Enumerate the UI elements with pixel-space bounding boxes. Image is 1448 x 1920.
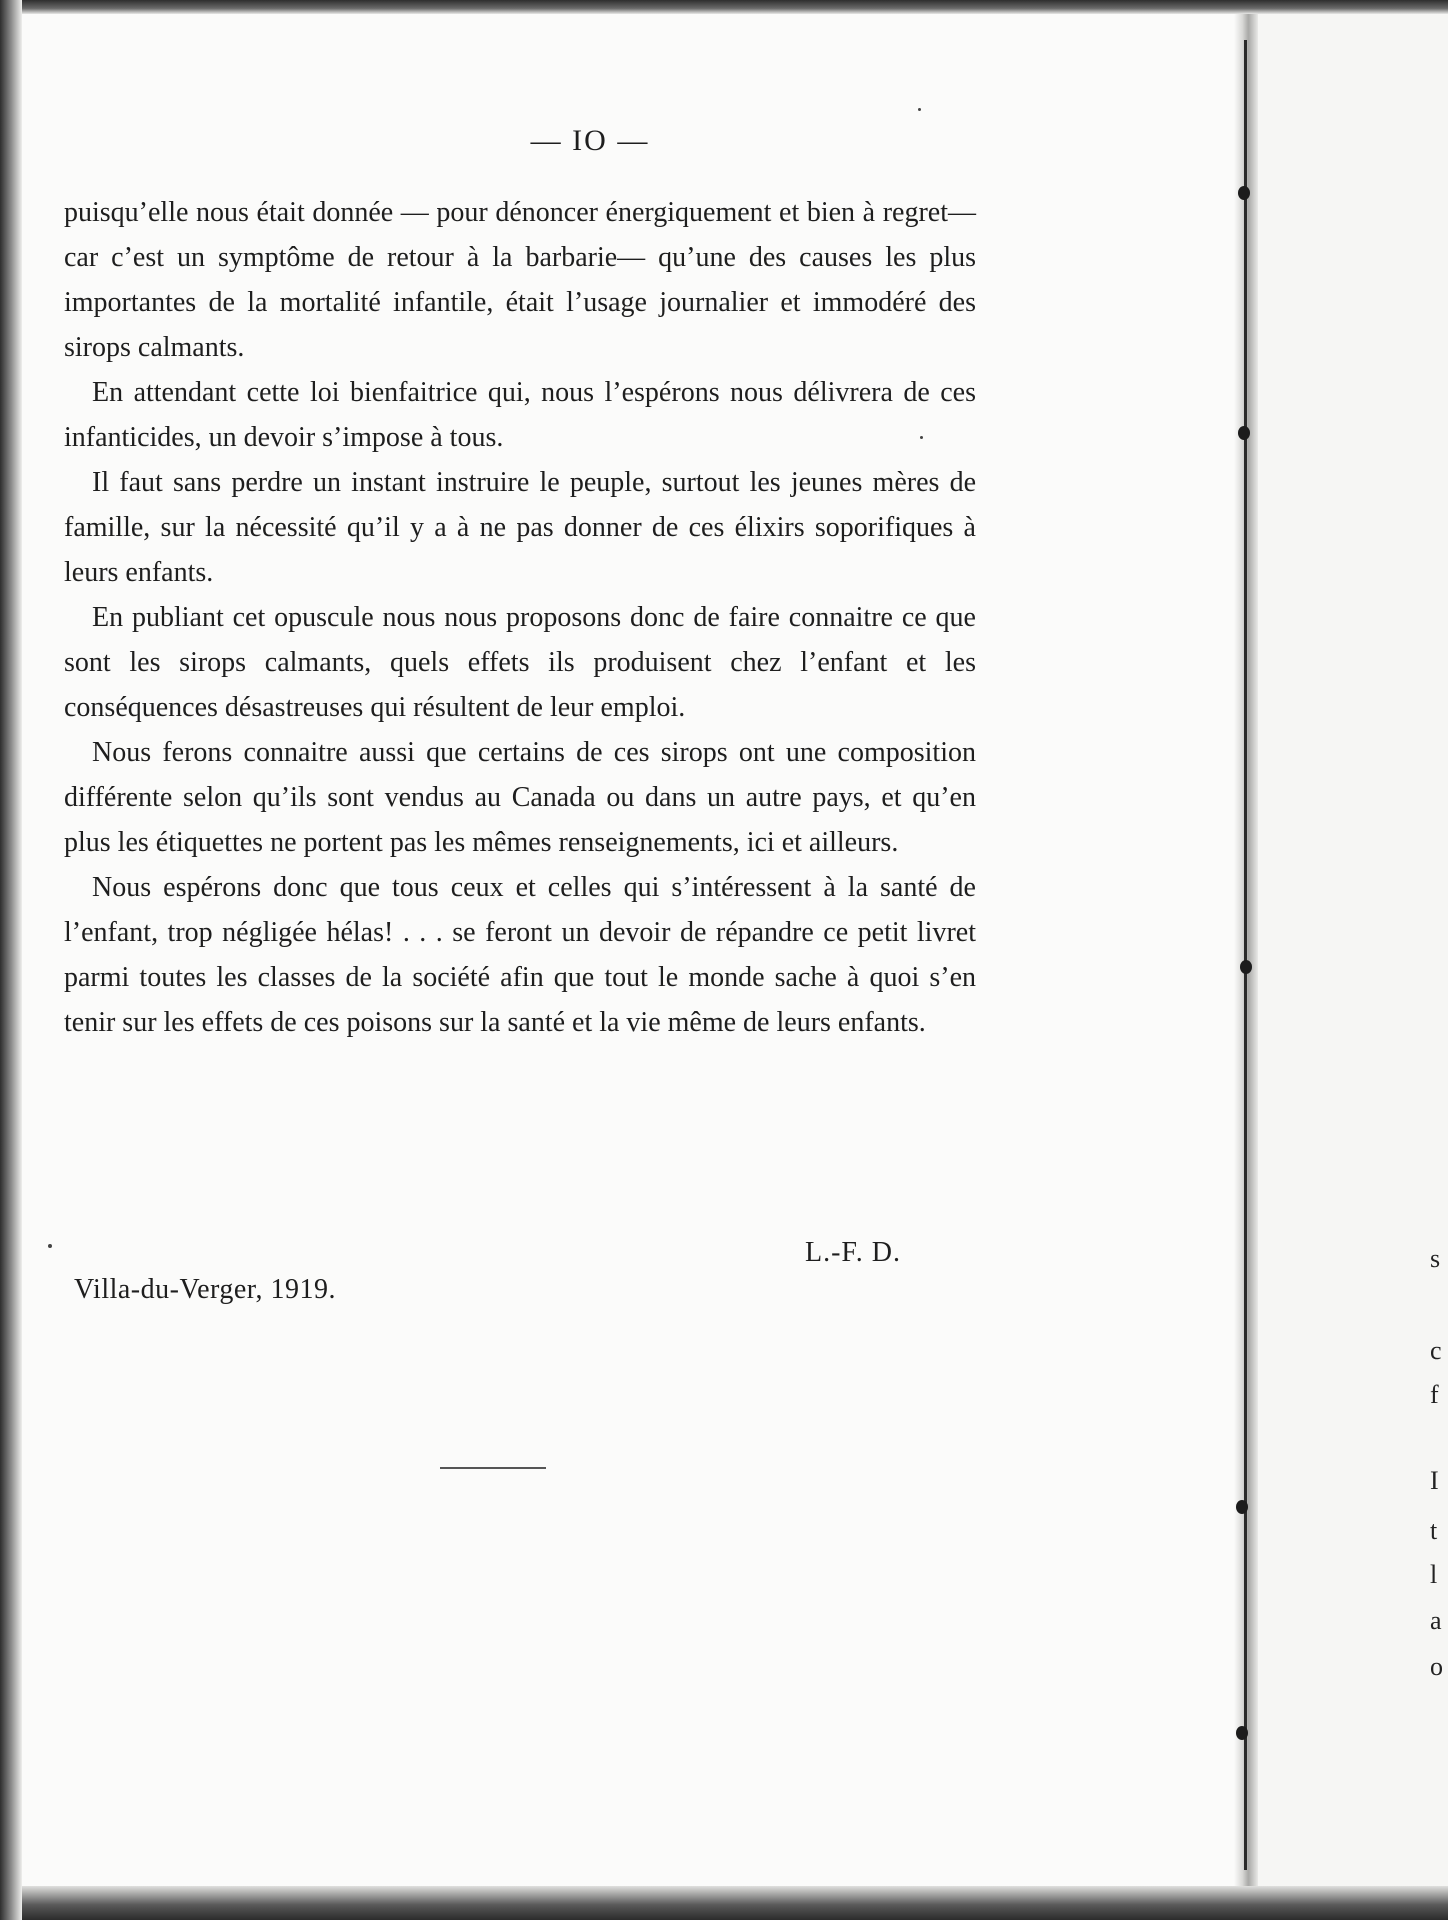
right-page-fragment: c	[1430, 1336, 1442, 1365]
right-page	[1258, 14, 1448, 1886]
right-page-fragment: f	[1430, 1380, 1439, 1409]
binding-stitch	[1236, 1726, 1248, 1740]
right-page-fragment: s	[1430, 1244, 1441, 1273]
paragraph: Il faut sans perdre un instant instruire le peuple, surtout les jeunes mères de famille, sur la nécessité qu’il y a à ne pas donner de ces élixirs soporifiques à leurs enfants.	[64, 467, 976, 588]
scan-border-top	[0, 0, 1448, 14]
paragraph: puisqu’elle nous était donnée — pour dénoncer énergiquement et bien à regret—car c’est un symptôme de retour à la barbarie— qu’une des causes les plus importantes de la mortalité infantile, était l’usage journalier et immodéré des sirops calmants.	[64, 197, 976, 363]
paragraph: Nous ferons connaitre aussi que certains de ces sirops ont une composition différente selon qu’ils sont vendus au Canada ou dans un autre pays, et qu’en plus les étiquettes ne portent pas les mêmes renseignements, ici et ailleurs.	[64, 737, 976, 858]
binding-stitch	[1238, 186, 1250, 200]
right-page-fragment: l	[1430, 1560, 1438, 1589]
binding-stitch	[1238, 426, 1250, 440]
scan-border-bottom	[0, 1886, 1448, 1920]
right-page-fragment: o	[1430, 1652, 1443, 1681]
place-and-date: Villa-du-Verger, 1919.	[74, 1274, 336, 1305]
scan-border-left	[0, 0, 22, 1920]
page-number: — IO —	[530, 124, 650, 157]
binding-line	[1244, 40, 1247, 1870]
scan-speck	[920, 436, 923, 439]
paragraph: Nous espérons donc que tous ceux et celles qui s’intéressent à la santé de l’enfant, trop négligée hélas! . . . se feront un devoir de répandre ce petit livret parmi toutes les classes de la société afin que tout le monde sache à quoi s’en tenir sur les effets de ces poisons sur la santé et la vie même de leurs enfants.	[64, 872, 976, 1038]
right-page-fragment: t	[1430, 1516, 1438, 1545]
closing-rule	[440, 1467, 546, 1469]
author-signature: L.-F. D.	[805, 1237, 901, 1268]
binding-stitch	[1240, 960, 1252, 974]
right-page-fragment: I	[1430, 1466, 1439, 1495]
paragraph: En attendant cette loi bienfaitrice qui, nous l’espérons nous délivrera de ces infanticides, un devoir s’impose à tous.	[64, 377, 976, 453]
binding-stitch	[1236, 1500, 1248, 1514]
paragraph: En publiant cet opuscule nous nous proposons donc de faire connaitre ce que sont les sirops calmants, quels effets ils produisent chez l’enfant et les conséquences désastreuses qui résultent de leur emploi.	[64, 602, 976, 723]
scan-speck	[48, 1244, 52, 1248]
right-page-fragment: a	[1430, 1606, 1442, 1635]
scan-speck	[918, 108, 921, 111]
body-text	[64, 190, 976, 1045]
